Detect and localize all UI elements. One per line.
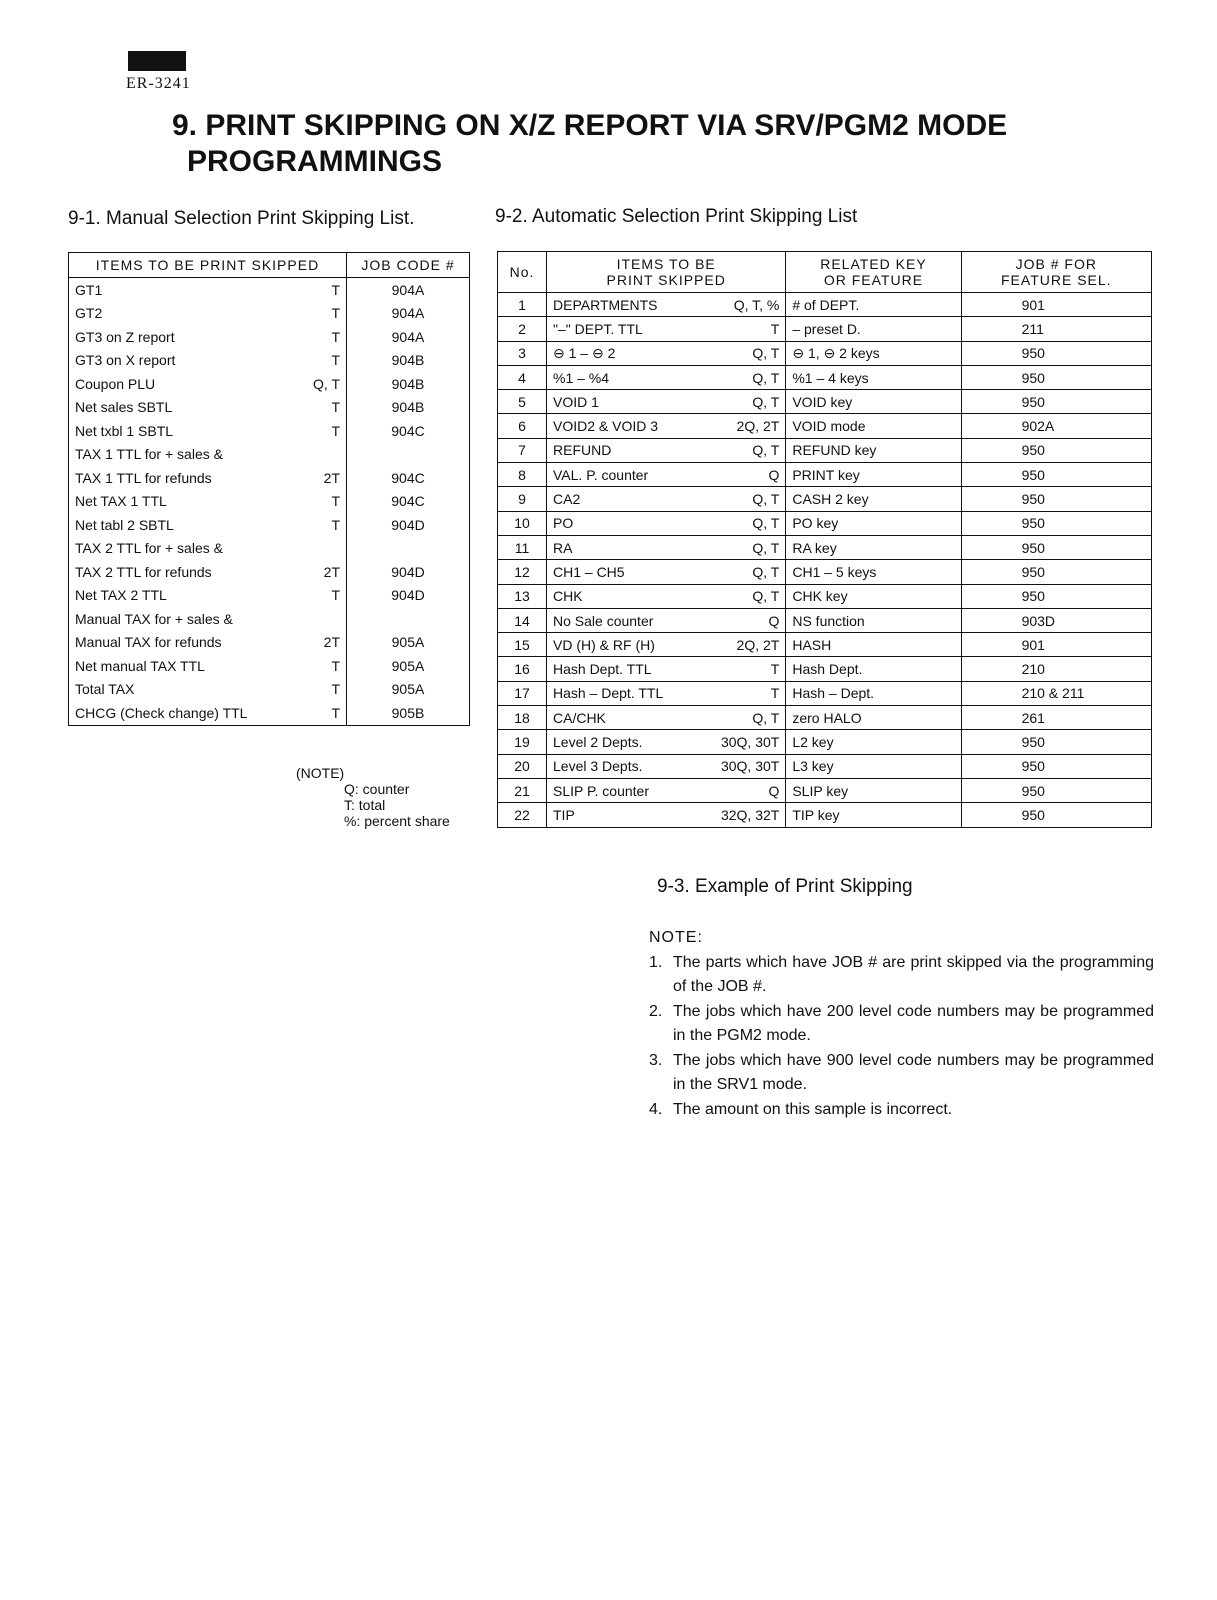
row-item (547, 341, 786, 365)
row-number: 17 (498, 681, 547, 705)
list-item (649, 1000, 1154, 1049)
col-key-header (786, 252, 961, 293)
table-row (498, 754, 1152, 778)
col-items-header-line1: ITEMS TO BE (616, 256, 716, 272)
row-job-code: 904C (391, 469, 425, 486)
row-job-number: 950 (961, 390, 1151, 414)
row-number: 11 (498, 535, 547, 559)
row-number: 4 (498, 365, 547, 389)
row-number: 19 (498, 730, 547, 754)
legend-note (296, 765, 450, 829)
row-item-label: VAL. P. counter (553, 466, 649, 483)
table-row (69, 278, 470, 302)
model-number: ER-3241 (126, 75, 191, 92)
row-number: 5 (498, 390, 547, 414)
col-items-header: ITEMS TO BE PRINT SKIPPED (69, 253, 347, 278)
row-number: 1 (498, 293, 547, 317)
row-job-code (347, 443, 470, 467)
table-row (69, 678, 470, 702)
row-item-flag: T (331, 516, 340, 533)
row-item (547, 584, 786, 608)
list-item (649, 1049, 1154, 1098)
row-job-code: 904D (391, 587, 425, 604)
table-row (498, 341, 1152, 365)
row-related-key: – preset D. (786, 317, 961, 341)
row-job-code: 904B (391, 352, 425, 369)
row-number: 2 (498, 317, 547, 341)
table-row (498, 633, 1152, 657)
row-related-key: # of DEPT. (786, 293, 961, 317)
table-row (69, 490, 470, 514)
row-related-key: CH1 – 5 keys (786, 560, 961, 584)
col-job-header (961, 252, 1151, 293)
table-row (69, 443, 470, 467)
table-header-row (498, 252, 1152, 293)
row-item (547, 706, 786, 730)
row-item-flag: Q, T (752, 369, 780, 386)
row-item (547, 438, 786, 462)
row-job-code: 904C (391, 493, 425, 510)
table-row (498, 317, 1152, 341)
row-job-number: 950 (961, 463, 1151, 487)
list-item (649, 1098, 1154, 1123)
row-item-label: Net tabl 2 SBTL (75, 516, 174, 533)
legend-percent: %: percent share (344, 813, 450, 829)
row-related-key: NS function (786, 608, 961, 632)
row-related-key: Hash Dept. (786, 657, 961, 681)
row-item (547, 730, 786, 754)
row-item (69, 631, 347, 655)
notes-list (649, 951, 1154, 1123)
automatic-list-heading: 9-2. Automatic Selection Print Skipping List (495, 206, 858, 227)
row-item (547, 803, 786, 827)
row-item-label: TAX 1 TTL for + sales & (75, 446, 223, 463)
row-item-flag: T (770, 685, 780, 702)
table-row (498, 365, 1152, 389)
row-item (547, 608, 786, 632)
row-job-code: 905B (391, 704, 425, 721)
table-row (69, 372, 470, 396)
row-related-key: SLIP key (786, 778, 961, 802)
row-item (69, 678, 347, 702)
row-job-number: 901 (961, 293, 1151, 317)
row-item (547, 317, 786, 341)
row-job-code: 904A (391, 328, 425, 345)
table-row (69, 419, 470, 443)
row-item (69, 349, 347, 373)
list-item (649, 951, 1154, 1000)
row-number: 13 (498, 584, 547, 608)
row-item-flag: T (331, 399, 340, 416)
row-item-flag: T (331, 305, 340, 322)
row-item-label: "–" DEPT. TTL (553, 320, 643, 337)
table-row (498, 681, 1152, 705)
row-item (547, 681, 786, 705)
row-item (547, 754, 786, 778)
row-item-flag: Q, T (752, 563, 780, 580)
table-row (69, 396, 470, 420)
table-header-row (69, 253, 470, 278)
row-item-flag: 2T (323, 469, 340, 486)
table-row (69, 513, 470, 537)
table-row (498, 608, 1152, 632)
col-job-header-line2: FEATURE SEL. (1001, 272, 1112, 288)
row-item-flag: T (331, 657, 340, 674)
row-item-flag: 2T (323, 634, 340, 651)
row-job-number: 950 (961, 438, 1151, 462)
row-job-code: 904D (391, 563, 425, 580)
row-item-label: Manual TAX for refunds (75, 634, 222, 651)
table-row (69, 560, 470, 584)
row-item-label: REFUND (553, 442, 612, 459)
row-item-label: No Sale counter (553, 612, 654, 629)
row-item-flag: Q (768, 466, 780, 483)
row-item-label: Hash Dept. TTL (553, 661, 652, 678)
row-item (69, 607, 347, 631)
row-item-flag: Q, T (752, 515, 780, 532)
row-job-number: 950 (961, 535, 1151, 559)
row-item (69, 325, 347, 349)
row-related-key: PO key (786, 511, 961, 535)
row-number: 12 (498, 560, 547, 584)
row-job-code: 904B (391, 375, 425, 392)
row-item-flag: 32Q, 32T (720, 806, 780, 823)
row-item-flag: T (770, 661, 780, 678)
row-item-flag: 2Q, 2T (736, 636, 780, 653)
row-job-number: 950 (961, 803, 1151, 827)
table-row (69, 325, 470, 349)
row-related-key: %1 – 4 keys (786, 365, 961, 389)
row-job-number: 901 (961, 633, 1151, 657)
row-job-number: 950 (961, 487, 1151, 511)
row-item-label: GT2 (75, 305, 103, 322)
row-job-number: 261 (961, 706, 1151, 730)
row-item (69, 584, 347, 608)
row-item (547, 560, 786, 584)
title-line-1: 9. PRINT SKIPPING ON X/Z REPORT VIA SRV/PGM2 MODE (172, 109, 1008, 142)
row-item (69, 419, 347, 443)
row-job-code: 904C (391, 422, 425, 439)
row-item-label: Level 3 Depts. (553, 758, 643, 775)
table-row (69, 701, 470, 725)
row-job-code: 904A (391, 305, 425, 322)
table-row (69, 631, 470, 655)
table-row (498, 560, 1152, 584)
table-row (498, 293, 1152, 317)
row-item-label: Total TAX (75, 681, 135, 698)
row-item-label: TAX 1 TTL for refunds (75, 469, 212, 486)
row-item-label: CH1 – CH5 (553, 563, 625, 580)
example-heading: 9-3. Example of Print Skipping (657, 876, 913, 897)
notes-heading: NOTE: (649, 929, 703, 946)
row-related-key: RA key (786, 535, 961, 559)
note-text: The jobs which have 900 level code numbers may be programmed in the SRV1 mode. (673, 1051, 1154, 1093)
row-item-label: VOID 1 (553, 393, 599, 410)
row-item (69, 701, 347, 725)
table-row (498, 706, 1152, 730)
row-job-number: 950 (961, 341, 1151, 365)
legend-heading: (NOTE) (296, 765, 345, 781)
row-related-key: CASH 2 key (786, 487, 961, 511)
row-item (547, 633, 786, 657)
row-number: 9 (498, 487, 547, 511)
table-row (69, 584, 470, 608)
row-number: 21 (498, 778, 547, 802)
row-item (547, 535, 786, 559)
row-item (547, 293, 786, 317)
row-item (547, 487, 786, 511)
row-item-flag: T (770, 320, 780, 337)
row-item-flag: T (331, 281, 340, 298)
row-item-label: Net TAX 2 TTL (75, 587, 167, 604)
table-row (69, 302, 470, 326)
col-job-header-line1: JOB # FOR (1015, 256, 1097, 272)
row-related-key: CHK key (786, 584, 961, 608)
row-related-key: HASH (786, 633, 961, 657)
row-item-flag: Q, T (752, 442, 780, 459)
row-item (69, 513, 347, 537)
row-item (69, 372, 347, 396)
row-related-key: PRINT key (786, 463, 961, 487)
row-number: 14 (498, 608, 547, 632)
row-item-flag: Q, T (752, 709, 780, 726)
row-item-label: GT1 (75, 281, 103, 298)
row-item-flag: 30Q, 30T (720, 758, 780, 775)
row-job-code (347, 537, 470, 561)
row-item (69, 560, 347, 584)
manual-skip-table (68, 252, 470, 726)
automatic-skip-table (497, 251, 1152, 828)
row-item-label: GT3 on X report (75, 352, 176, 369)
note-number: 1. (649, 953, 663, 971)
col-no-header: No. (498, 252, 547, 293)
row-item-label: RA (553, 539, 573, 556)
row-number: 6 (498, 414, 547, 438)
table-row (69, 466, 470, 490)
row-item-flag: T (331, 422, 340, 439)
manual-list-heading: 9-1. Manual Selection Print Skipping List. (68, 208, 415, 229)
row-item (69, 396, 347, 420)
row-item-label: TAX 2 TTL for refunds (75, 563, 212, 580)
table-row (498, 511, 1152, 535)
table-row (498, 657, 1152, 681)
row-job-number: 950 (961, 584, 1151, 608)
row-item-label: Net sales SBTL (75, 399, 173, 416)
table-row (498, 803, 1152, 827)
table-row (69, 654, 470, 678)
row-related-key: zero HALO (786, 706, 961, 730)
row-item (547, 511, 786, 535)
note-number: 4. (649, 1100, 663, 1118)
row-item-label: CA2 (553, 491, 581, 508)
row-item-flag: T (331, 704, 340, 721)
row-item-flag: T (331, 352, 340, 369)
row-item-flag: 2Q, 2T (736, 418, 780, 435)
table-row (69, 349, 470, 373)
legend-total: T: total (344, 797, 386, 813)
row-item-flag: Q, T (313, 375, 340, 392)
row-item-label: PO (553, 515, 574, 532)
row-item-flag: Q, T (752, 393, 780, 410)
row-item-label: CHK (553, 588, 583, 605)
legend-counter: Q: counter (344, 781, 410, 797)
col-key-header-line1: RELATED KEY (820, 256, 927, 272)
page-title (172, 108, 1007, 180)
row-job-code: 904A (391, 281, 425, 298)
table-row (498, 535, 1152, 559)
row-number: 10 (498, 511, 547, 535)
brand-logo-block (128, 51, 186, 71)
row-job-number: 950 (961, 365, 1151, 389)
row-item (547, 414, 786, 438)
row-item-flag: Q, T (752, 491, 780, 508)
example-notes (649, 926, 1154, 1122)
row-item-label: %1 – %4 (553, 369, 610, 386)
row-item (69, 654, 347, 678)
note-number: 3. (649, 1051, 663, 1069)
row-related-key: VOID key (786, 390, 961, 414)
table-row (498, 584, 1152, 608)
row-job-code: 904B (391, 399, 425, 416)
row-job-number: 950 (961, 511, 1151, 535)
row-number: 16 (498, 657, 547, 681)
row-job-number: 903D (961, 608, 1151, 632)
note-text: The amount on this sample is incorrect. (673, 1100, 953, 1118)
row-job-number: 210 & 211 (961, 681, 1151, 705)
table-row (69, 537, 470, 561)
row-job-code: 905A (391, 657, 425, 674)
note-number: 2. (649, 1002, 663, 1020)
row-item (69, 490, 347, 514)
row-item-label: Coupon PLU (75, 375, 156, 392)
table-row (498, 414, 1152, 438)
row-item-flag: T (331, 493, 340, 510)
row-item-label: CA/CHK (553, 709, 606, 726)
row-item (69, 278, 347, 302)
row-job-number: 950 (961, 754, 1151, 778)
row-related-key: TIP key (786, 803, 961, 827)
row-number: 20 (498, 754, 547, 778)
row-item-flag: Q, T (752, 588, 780, 605)
row-number: 15 (498, 633, 547, 657)
row-item-label: TAX 2 TTL for + sales & (75, 540, 223, 557)
row-job-code (347, 607, 470, 631)
table-row (498, 487, 1152, 511)
row-item-label: Net txbl 1 SBTL (75, 422, 174, 439)
row-related-key: REFUND key (786, 438, 961, 462)
row-item (547, 463, 786, 487)
row-item-flag: Q, T (752, 539, 780, 556)
row-job-number: 211 (961, 317, 1151, 341)
row-job-number: 210 (961, 657, 1151, 681)
row-item-flag: Q (768, 612, 780, 629)
table-row (498, 463, 1152, 487)
table-row (498, 778, 1152, 802)
manual-table-body (69, 278, 470, 726)
row-item (69, 443, 347, 467)
row-job-code: 905A (391, 681, 425, 698)
row-item-label: VD (H) & RF (H) (553, 636, 655, 653)
row-related-key: VOID mode (786, 414, 961, 438)
row-job-number: 950 (961, 560, 1151, 584)
col-items-header (547, 252, 786, 293)
row-related-key: Hash – Dept. (786, 681, 961, 705)
row-number: 8 (498, 463, 547, 487)
table-row (498, 730, 1152, 754)
row-item-flag: 2T (323, 563, 340, 580)
row-item-label: GT3 on Z report (75, 328, 175, 345)
row-item-flag: Q (768, 782, 780, 799)
row-job-code: 905A (391, 634, 425, 651)
row-number: 18 (498, 706, 547, 730)
row-item-label: Net TAX 1 TTL (75, 493, 167, 510)
row-job-number: 950 (961, 730, 1151, 754)
row-item-flag: Q, T (752, 344, 780, 361)
row-related-key: L3 key (786, 754, 961, 778)
row-item (69, 537, 347, 561)
table-row (498, 390, 1152, 414)
row-related-key: L2 key (786, 730, 961, 754)
row-item-flag: 30Q, 30T (720, 733, 780, 750)
row-item-flag: T (331, 681, 340, 698)
table-row (69, 607, 470, 631)
row-item (69, 302, 347, 326)
row-item (547, 657, 786, 681)
row-item (547, 778, 786, 802)
row-related-key: ⊖ 1, ⊖ 2 keys (786, 341, 961, 365)
row-job-code: 904D (391, 516, 425, 533)
row-item-label: SLIP P. counter (553, 782, 649, 799)
row-item-label: DEPARTMENTS (553, 296, 658, 313)
row-item (547, 390, 786, 414)
row-item-flag: T (331, 328, 340, 345)
row-number: 7 (498, 438, 547, 462)
col-items-header-line2: PRINT SKIPPED (606, 272, 726, 288)
row-item-label: Net manual TAX TTL (75, 657, 205, 674)
row-item-label: VOID2 & VOID 3 (553, 418, 659, 435)
row-item-flag: T (331, 587, 340, 604)
row-job-number: 902A (961, 414, 1151, 438)
note-text: The parts which have JOB # are print skipped via the programming of the JOB #. (673, 953, 1154, 995)
row-item (69, 466, 347, 490)
row-number: 22 (498, 803, 547, 827)
col-job-code-header: JOB CODE # (347, 253, 470, 278)
row-item-label: TIP (553, 806, 575, 823)
row-item-label: Level 2 Depts. (553, 733, 643, 750)
row-job-number: 950 (961, 778, 1151, 802)
row-item (547, 365, 786, 389)
note-text: The jobs which have 200 level code numbers may be programmed in the PGM2 mode. (673, 1002, 1154, 1044)
row-number: 3 (498, 341, 547, 365)
row-item-label: Manual TAX for + sales & (75, 610, 233, 627)
row-item-label: CHCG (Check change) TTL (75, 704, 248, 721)
title-line-2: PROGRAMMINGS (187, 145, 442, 178)
row-item-label: Hash – Dept. TTL (553, 685, 664, 702)
row-item-flag: Q, T, % (733, 296, 780, 313)
row-item-label: ⊖ 1 – ⊖ 2 (553, 344, 616, 361)
col-key-header-line2: OR FEATURE (823, 272, 924, 288)
table-row (498, 438, 1152, 462)
automatic-table-body (498, 293, 1152, 828)
